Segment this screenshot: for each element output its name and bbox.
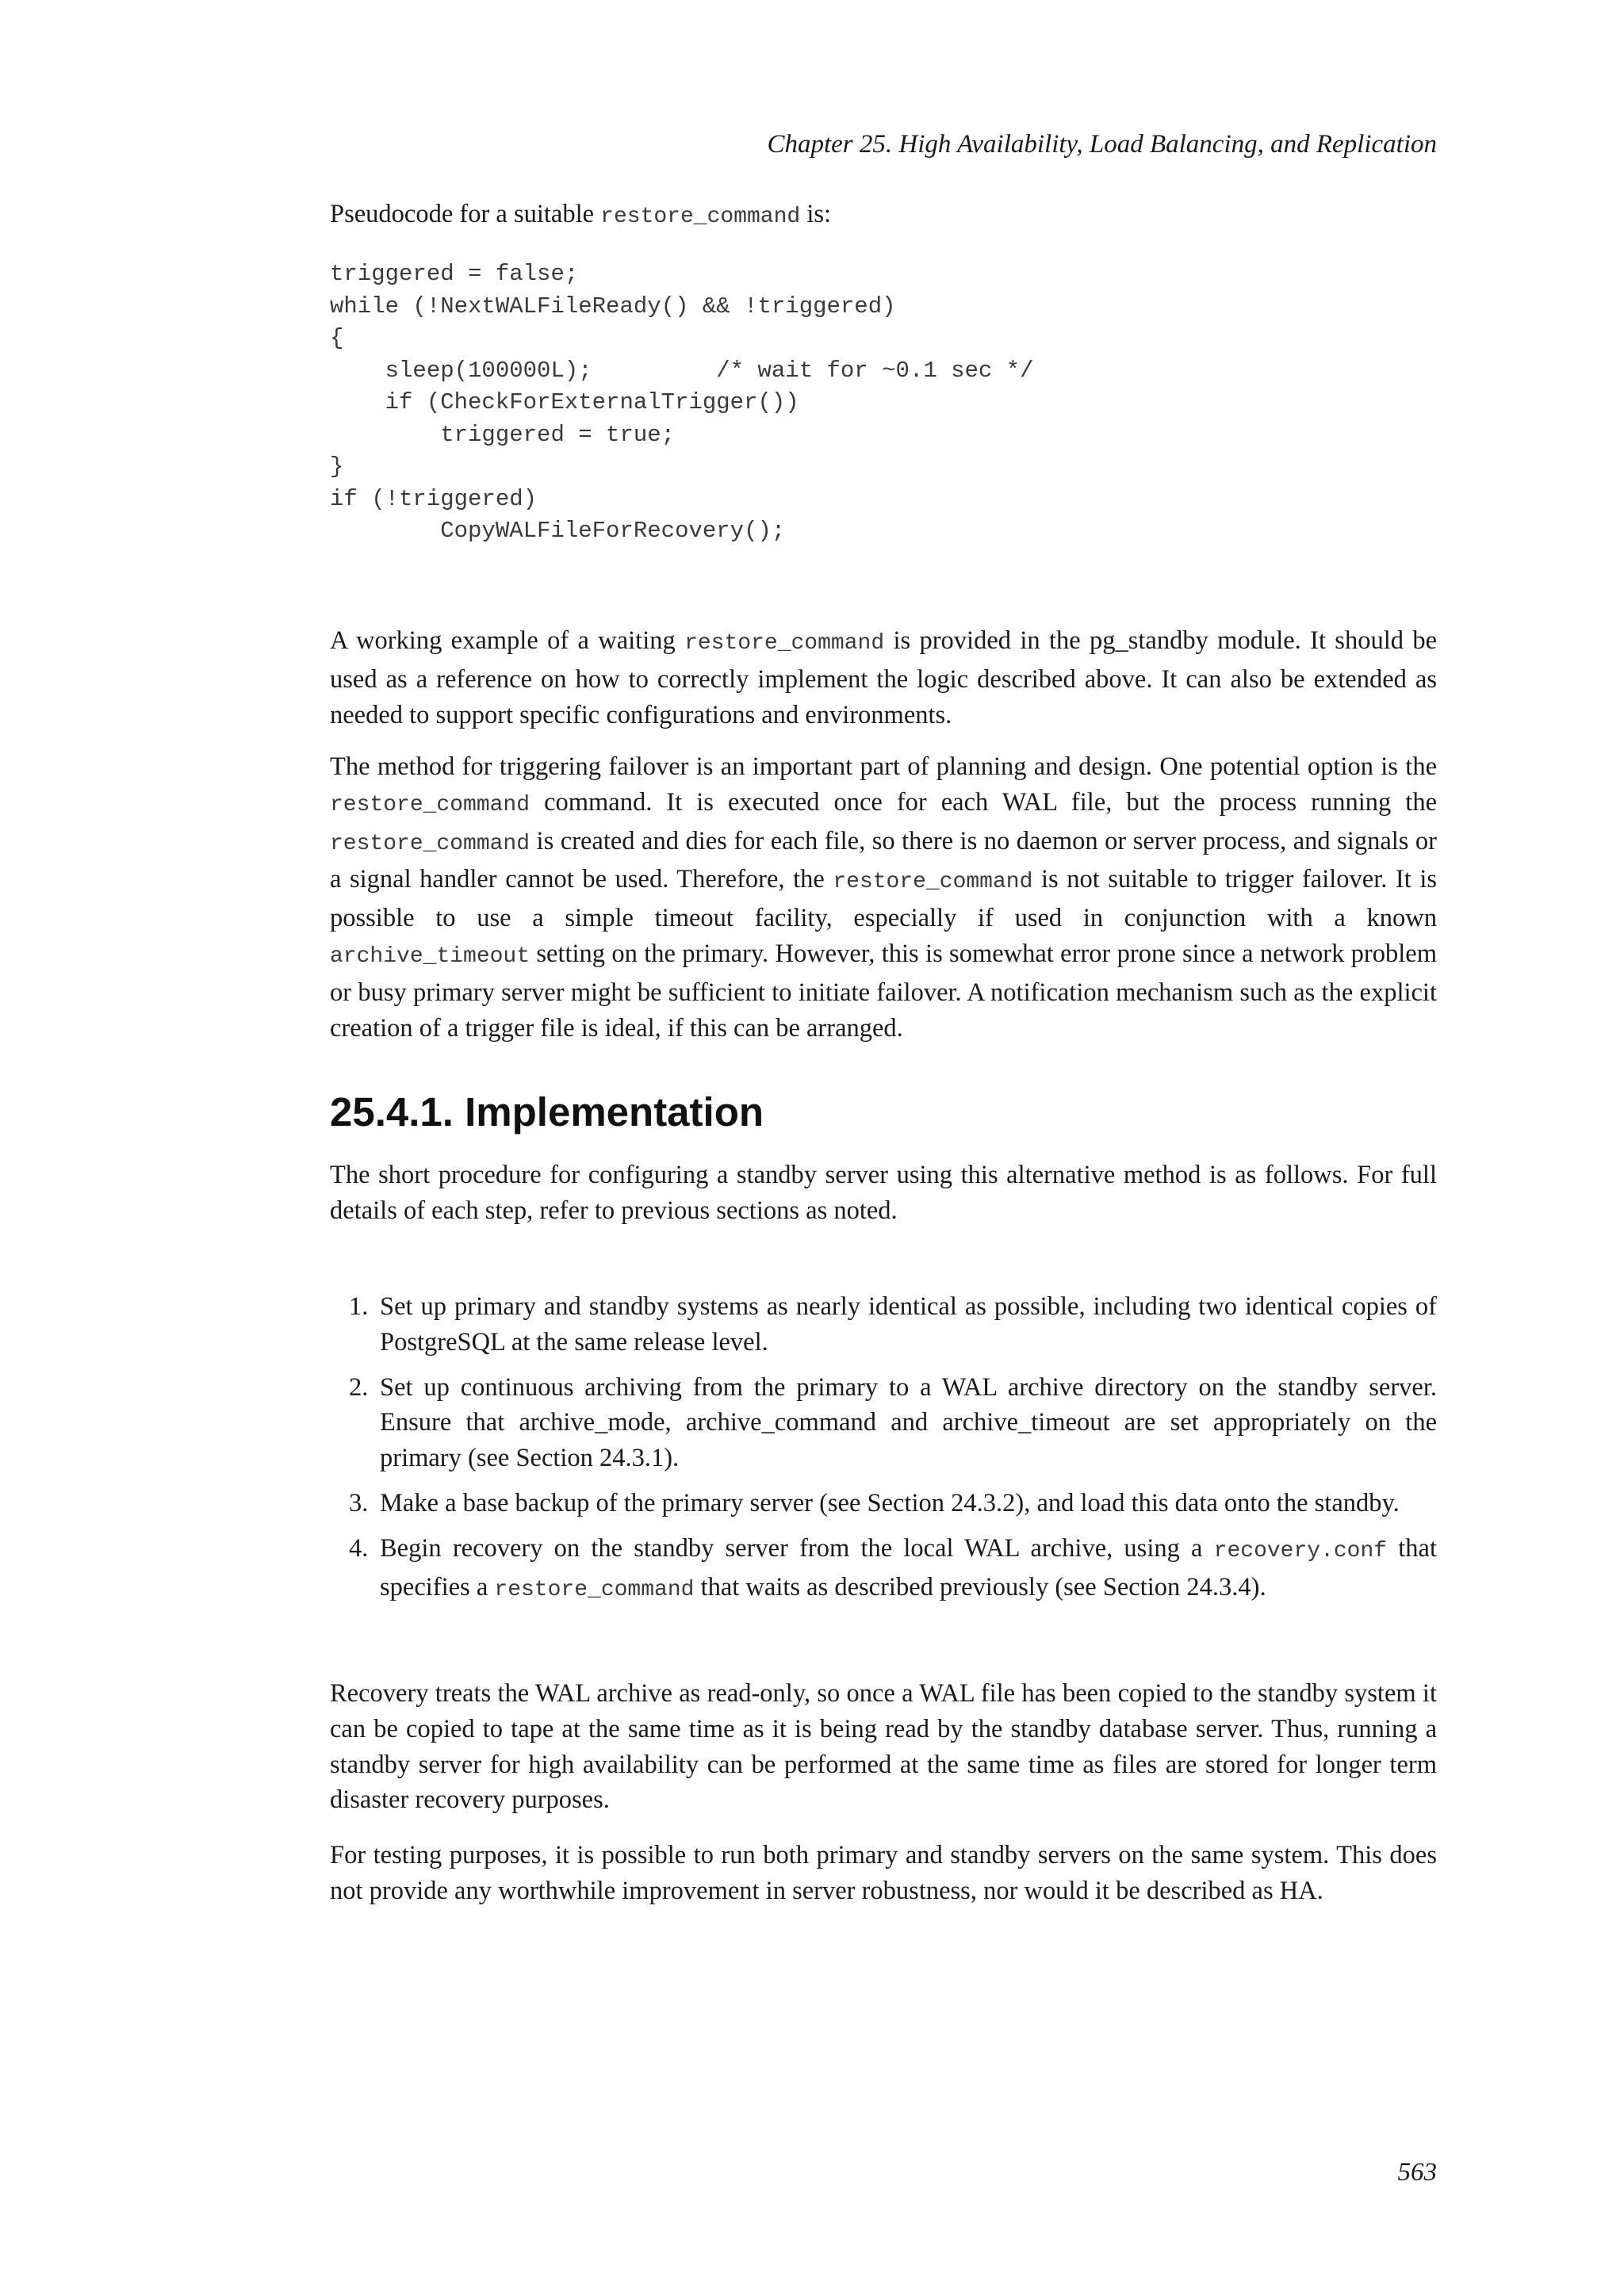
- step-number: 3.: [349, 1488, 369, 1517]
- paragraph-failover: The method for triggering failover is an important part of planning and design. One potential option is the restore_command command. It is executed once for each WAL file, but the process running the restore_command is created and dies for each file, so there is no daemon or server process, and signals or a signal handler cannot be used. Therefore, the restore_command is not suitable to trigger failover. It is possible to use a simple timeout facility, especially if used in conjunction with a known archive_timeout setting on the primary. However, this is somewhat error prone since a network problem or busy primary server might be sufficient to initiate failover. A notification mechanism such as the explicit creation of a trigger file is ideal, if this can be arranged.: [330, 752, 1437, 1043]
- list-item: [330, 1289, 1437, 1360]
- paragraph-working-example: A working example of a waiting restore_command is provided in the pg_standby module. It should be used as a reference on how to correctly implement the logic described above. It can also be extended as needed to support specific configurations and environments.: [330, 626, 1437, 729]
- step-text: Begin recovery on the standby server from the local WAL archive, using a recovery.conf that specifies a restore_command that waits as described previously (see Section 24.3.4).: [380, 1533, 1438, 1602]
- inline-code: restore_command: [330, 792, 530, 817]
- list-item: [330, 1531, 1437, 1609]
- section-title: 25.4.1. Implementation: [330, 1089, 764, 1135]
- step-number: 4.: [349, 1533, 369, 1563]
- procedure-steps: [330, 1289, 1437, 1617]
- list-item: [330, 1486, 1437, 1521]
- step-text: Set up continuous archiving from the primary to a WAL archive directory on the standby server. Ensure that archive_mode, archive_command and archive_timeout are set appropriately on the primary (see Section 24.3.1).: [380, 1372, 1437, 1473]
- inline-code: archive_timeout: [330, 943, 530, 969]
- inline-code: restore_command: [330, 831, 530, 856]
- pseudocode-block: triggered = false; while (!NextWALFileReady() && !triggered) { sleep(100000L); /* wait for ~0.1 sec */ if (CheckForExternalTrigger()) triggered = true; } if (!triggered) CopyWALFileForRecovery();: [330, 261, 1034, 544]
- step-number: 2.: [349, 1372, 369, 1402]
- list-item: [330, 1370, 1437, 1476]
- step-text: Set up primary and standby systems as nearly identical as possible, including two identical copies of PostgreSQL at the same release level.: [380, 1292, 1437, 1357]
- pseudocode-intro: Pseudocode for a suitable restore_command is:: [330, 200, 832, 229]
- paragraph-testing: For testing purposes, it is possible to run both primary and standby servers on the same system. This does not provide any worthwhile improvement in server robustness, nor would it be described as HA.: [330, 1841, 1437, 1905]
- inline-code: recovery.conf: [1213, 1538, 1388, 1563]
- paragraph-recovery: Recovery treats the WAL archive as read-only, so once a WAL file has been copied to the standby system it can be copied to tape at the same time as it is being read by the standby database server. Thus, running a standby server for high availability can be performed at the same time as files are stored for longer term disaster recovery purposes.: [330, 1679, 1437, 1815]
- step-text: Make a base backup of the primary server (see Section 24.3.2), and load this data onto the standby.: [380, 1488, 1400, 1517]
- inline-code: restore_command: [684, 631, 885, 656]
- running-header: Chapter 25. High Availability, Load Balancing, and Replication: [767, 130, 1437, 159]
- paragraph-procedure: The short procedure for configuring a standby server using this alternative method is as follows. For full details of each step, refer to previous sections as noted.: [330, 1161, 1437, 1225]
- inline-code: restore_command: [833, 870, 1033, 895]
- step-number: 1.: [349, 1292, 369, 1321]
- document-page: [330, 0, 1437, 2296]
- inline-code: restore_command: [600, 205, 801, 229]
- page-number: 563: [1397, 2158, 1437, 2187]
- inline-code: restore_command: [494, 1577, 695, 1602]
